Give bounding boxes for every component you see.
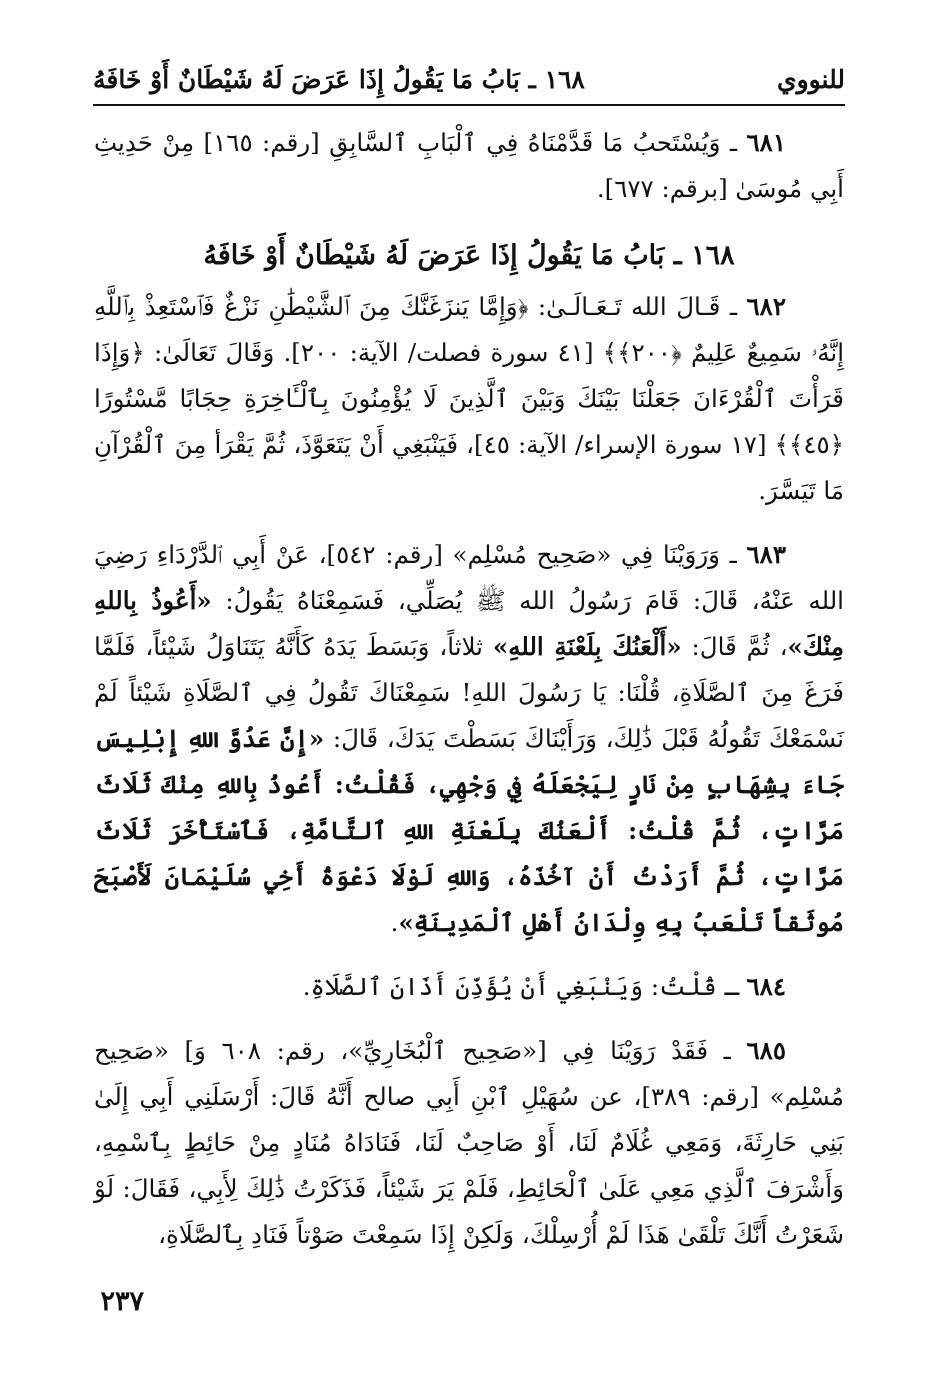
paragraph-number: ٦٨٣ bbox=[746, 540, 786, 569]
page-number: ٢٣٧ bbox=[100, 1286, 144, 1317]
paragraph-text: ـ قُلْتُ: وَيَنْبَغِي أَنْ يُؤَذِّنَ أَذَانَ ٱلصَّلَاةِ. bbox=[302, 972, 739, 1001]
running-title: ١٦٨ ـ بَابُ مَا يَقُولُ إِذَا عَرَضَ لَهُ شَيْطَانٌ أَوْ خَافَهُ bbox=[93, 64, 585, 94]
paragraph-text: ـ فَقَدْ رَوَيْنَا فِي [«صَحِيح ٱلْبُخَارِيِّ»، رقم: ٦٠٨ وَ] «صَحِيح مُسْلِم» [رقم: ٣٨٩]، عن سُهَيْلِ ٱبْنِ أَبِي صالح أَنَّهُ قَالَ: أَرْسَلَنِي أَبِي إِلَىٰ بَنِي حَارِثَةَ، وَمَعِي غُلَامٌ لَنَا، أَوْ صَاحِبٌ لَنَا، فَنَادَاهُ مُنَادٍ مِنْ حَائِطٍ بِٱسْمِهِ، وَأَشْرَفَ ٱلَّذِي مَعِي عَلَىٰ ٱلْحَائِطِ، فَلَمْ يَرَ شَيْئاً، فَذَكَرْتُ ذَٰلِكَ لِأَبِي، فَقَالَ: لَوْ شَعَرْتُ أَنَّكَ تَلْقَىٰ هَذَا لَمْ أُرْسِلْكَ، وَلَكِنْ إِذَا سَمِعْتَ صَوْتاً فَنَادِ بِٱلصَّلَاةِ، bbox=[94, 1036, 844, 1249]
paragraph-text: ـ وَيُسْتَحبُ مَا قَدَّمْنَاهُ فِي ٱلْبَابِ ٱلسَّابِقِ [رقم: ١٦٥] مِنْ حَدِيثِ أَبِي مُوسَىٰ [برقم: ٦٧٧]. bbox=[94, 128, 844, 203]
header-divider bbox=[93, 104, 845, 106]
paragraph-text: ، ثُمَّ قَالَ: bbox=[691, 632, 788, 661]
hadith-quote: «أَعُوذُ بِاللهِ مِنْكَ» bbox=[94, 586, 845, 661]
page-header bbox=[93, 56, 845, 102]
chapter-title: ١٦٨ ـ بَابُ مَا يَقُولُ إِذَا عَرَضَ لَهُ شَيْطَانٌ أَوْ خَافَهُ bbox=[203, 240, 735, 271]
hadith-quote: «إِنَّ عَدُوَّ اللهِ إِبْلِيسَ جَاءَ بِشِهَابٍ مِنْ نَارٍ لِيَجْعَلَهُ فِي وَجْهِي، فَقُلْتُ: أَعُوذُ بِاللهِ مِنْكَ ثَلَاثَ مَرَّاتٍ، ثُمَّ قُلْتُ: أَلْعَنُكَ بِلَعْنَةِ اللهِ ٱلتَّامَّةِ، فَٱسْتَأْخَرَ ثَلَاثَ مَرَّاتٍ، ثُمَّ أَرَدْتُ أَنْ آخُذَهُ، وَاللهِ لَوْلَا دَعْوَةُ أَخِي سُلَيْمَانَ لَأَصْبَحَ مُوثَقاً تَلْعَبُ بِهِ وِلْدَانُ أَهْلِ ٱلْمَدِينَةِ» bbox=[94, 724, 844, 937]
page-body bbox=[94, 120, 844, 1258]
paragraph-number: ٦٨٤ bbox=[746, 972, 786, 1001]
paragraph-text: ثلاثاً، وَبَسَطَ يَدَهُ كَأَنَّهُ يَتَنَاوَلُ شَيْئاً، فَلَمَّا فَرَغَ مِنَ ٱلصَّلَاةِ، قُلْنَا: يَا رَسُولَ اللهِ! سَمِعْنَاكَ تَقُولُ فِي ٱلصَّلَاةِ شَيْئاً لَمْ نَسْمَعْكَ تَقُولُهُ قَبْلَ ذَٰلِكَ، وَرَأَيْنَاكَ بَسَطْتَ يَدَكَ، قَالَ: bbox=[94, 632, 845, 753]
paragraph-number: ٦٨٥ bbox=[746, 1036, 786, 1065]
paragraph-number: ٦٨٢ bbox=[746, 292, 786, 321]
paragraph-end: . bbox=[390, 908, 399, 937]
paragraph-number: ٦٨١ bbox=[746, 128, 786, 157]
hadith-quote: «أَلْعَنُكَ بِلَعْنَةِ اللهِ» bbox=[492, 632, 682, 661]
paragraph-681 bbox=[94, 120, 844, 212]
paragraph-683 bbox=[94, 532, 844, 946]
book-name: للنووي bbox=[777, 64, 845, 94]
paragraph-684 bbox=[94, 964, 844, 1010]
paragraph-682 bbox=[94, 284, 844, 514]
paragraph-text: ـ وَرَوَيْنَا فِي «صَحِيح مُسْلِم» [رقم: ٥٤٢]، عَنْ أَبِي ٱلدَّرْدَاءِ رَضِيَ الله عَنْهُ، قَالَ: قَامَ رَسُولُ الله ﷺ يُصَلِّي، فَسَمِعْنَاهُ يَقُولُ: bbox=[94, 540, 844, 615]
paragraph-685 bbox=[94, 1028, 844, 1258]
paragraph-text: ـ قَـالَ الله تَـعَـالَـىٰ: ﴿وَإِمَّا يَنزَغَنَّكَ مِنَ ٱلشَّيْطَٰنِ نَزْغٌ فَٱسْتَعِذْ بِٱللَّهِ إِنَّهُۥ سَمِيعٌ عَلِيمٌ ﴿٢٠٠﴾﴾ [٤١ سورة فصلت/ الآية: ٢٠٠]. وَقَالَ تَعَالَىٰ: ﴿وَإِذَا قَرَأْتَ ٱلْقُرْءَانَ جَعَلْنَا بَيْنَكَ وَبَيْنَ ٱلَّذِينَ لَا يُؤْمِنُونَ بِٱلْـَٔاخِرَةِ حِجَابًا مَّسْتُورًا ﴿٤٥﴾﴾ [١٧ سورة الإسراء/ الآية: ٤٥]، فَيَنْبَغِي أَنْ يَتَعَوَّذَ، ثُمَّ يَقْرَأ مِنَ ٱلْقُرْآنِ مَا تَيَسَّرَ. bbox=[94, 292, 845, 505]
